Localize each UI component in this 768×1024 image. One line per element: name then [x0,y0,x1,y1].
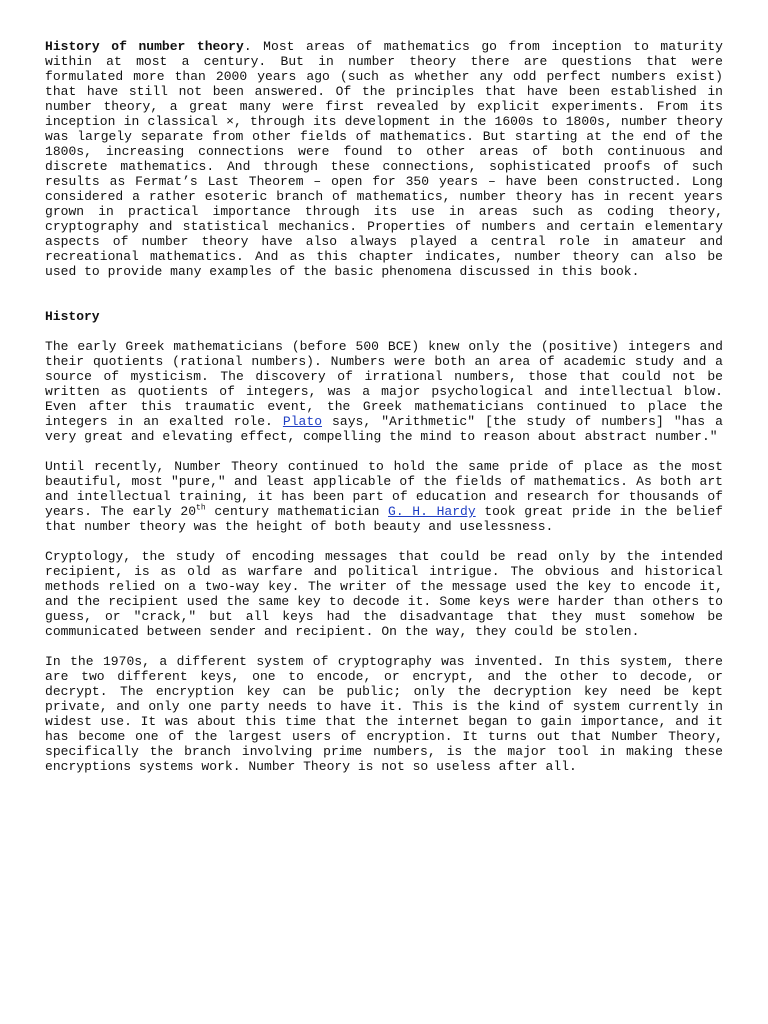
paragraph-greek-mathematicians [45,339,723,444]
paragraph-pride-of-place [45,459,723,534]
intro-lead-title: History of number theory [45,39,244,54]
p2-text-part2: century mathematician [205,504,389,519]
section-heading-history: History [45,309,100,324]
intro-text: . Most areas of mathematics go from inception to maturity within at most a century. But in number theory there are questions that were formulated more than 2000 years ago (such as whether any odd perfect numbers exist) that have still not been answered. Of the principles that have been established in number theory, a great many were first revealed by explicit experiments. From its inception in classical ×, through its development in the 1600s to 1800s, number theory was largely separate from other fields of mathematics. But starting at the end of the 1800s, increasing connections were found to other areas of both continuous and discrete mathematics. And through these connections, sophisticated proofs of such results as Fermat’s Last Theorem – open for 350 years – have been constructed. Long considered a rather esoteric branch of mathematics, number theory has in recent years grown in practical importance through its use in areas such as coding theory, cryptography and statistical mechanics. Properties of numbers and certain elementary aspects of number theory have also always played a central role in amateur and recreational mathematics. And as this chapter indicates, number theory can also be used to provide many examples of the basic phenomena discussed in this book. [45,39,723,279]
p1-text-after-link: says, "Arithmetic" [the study of numbers] "has a very great and elevating effect, compelling the mind to reason about abstract number." [45,414,723,444]
intro-paragraph [45,39,723,279]
hardy-link[interactable]: G. H. Hardy [388,504,476,519]
p1-text-before-link: The early Greek mathematicians (before 500 BCE) knew only the (positive) integers and their quotients (rational numbers). Numbers were both an area of academic study and a source of mysticism. The discovery of irrational numbers, those that could not be written as quotients of integers, was a major psychological and intellectual blow. Even after this traumatic event, the Greek mathematicians continued to place the integers in an exalted role. [45,339,723,429]
p2-text-part3: took great pride in the belief that number theory was the height of both beauty and uselessness. [45,504,724,534]
document-page [45,39,723,789]
p2-superscript: th [196,503,206,513]
paragraph-cryptology: Cryptology, the study of encoding messages that could be read only by the intended recipient, is as old as warfare and political intrigue. The obvious and historical methods relied on a two-way key. The writer of the message used the key to encode it, and the recipient used the same key to decode it. Some keys were harder than others to guess, or "crack," but all keys had the disadvantage that they must somehow be communicated between sender and recipient. On the way, they could be stolen. [45,549,723,639]
plato-link[interactable]: Plato [282,414,323,429]
paragraph-1970s-cryptography: In the 1970s, a different system of cryptography was invented. In this system, there are two different keys, one to encode, or encrypt, and the other to decode, or decrypt. The encryption key can be public; only the decryption key need be kept private, and only one party needs to have it. This is the kind of system currently in widest use. It was about this time that the internet began to gain importance, and it has become one of the largest users of encryption. It turns out that Number Theory, specifically the branch involving prime numbers, is the major tool in making these encryptions systems work. Number Theory is not so useless after all. [45,654,723,774]
p2-text-part1: Until recently, Number Theory continued to hold the same pride of place as the most beautiful, most "pure," and least applicable of the fields of mathematics. As both art and intellectual training, it has been part of education and research for thousands of years. The early 20 [45,459,723,519]
